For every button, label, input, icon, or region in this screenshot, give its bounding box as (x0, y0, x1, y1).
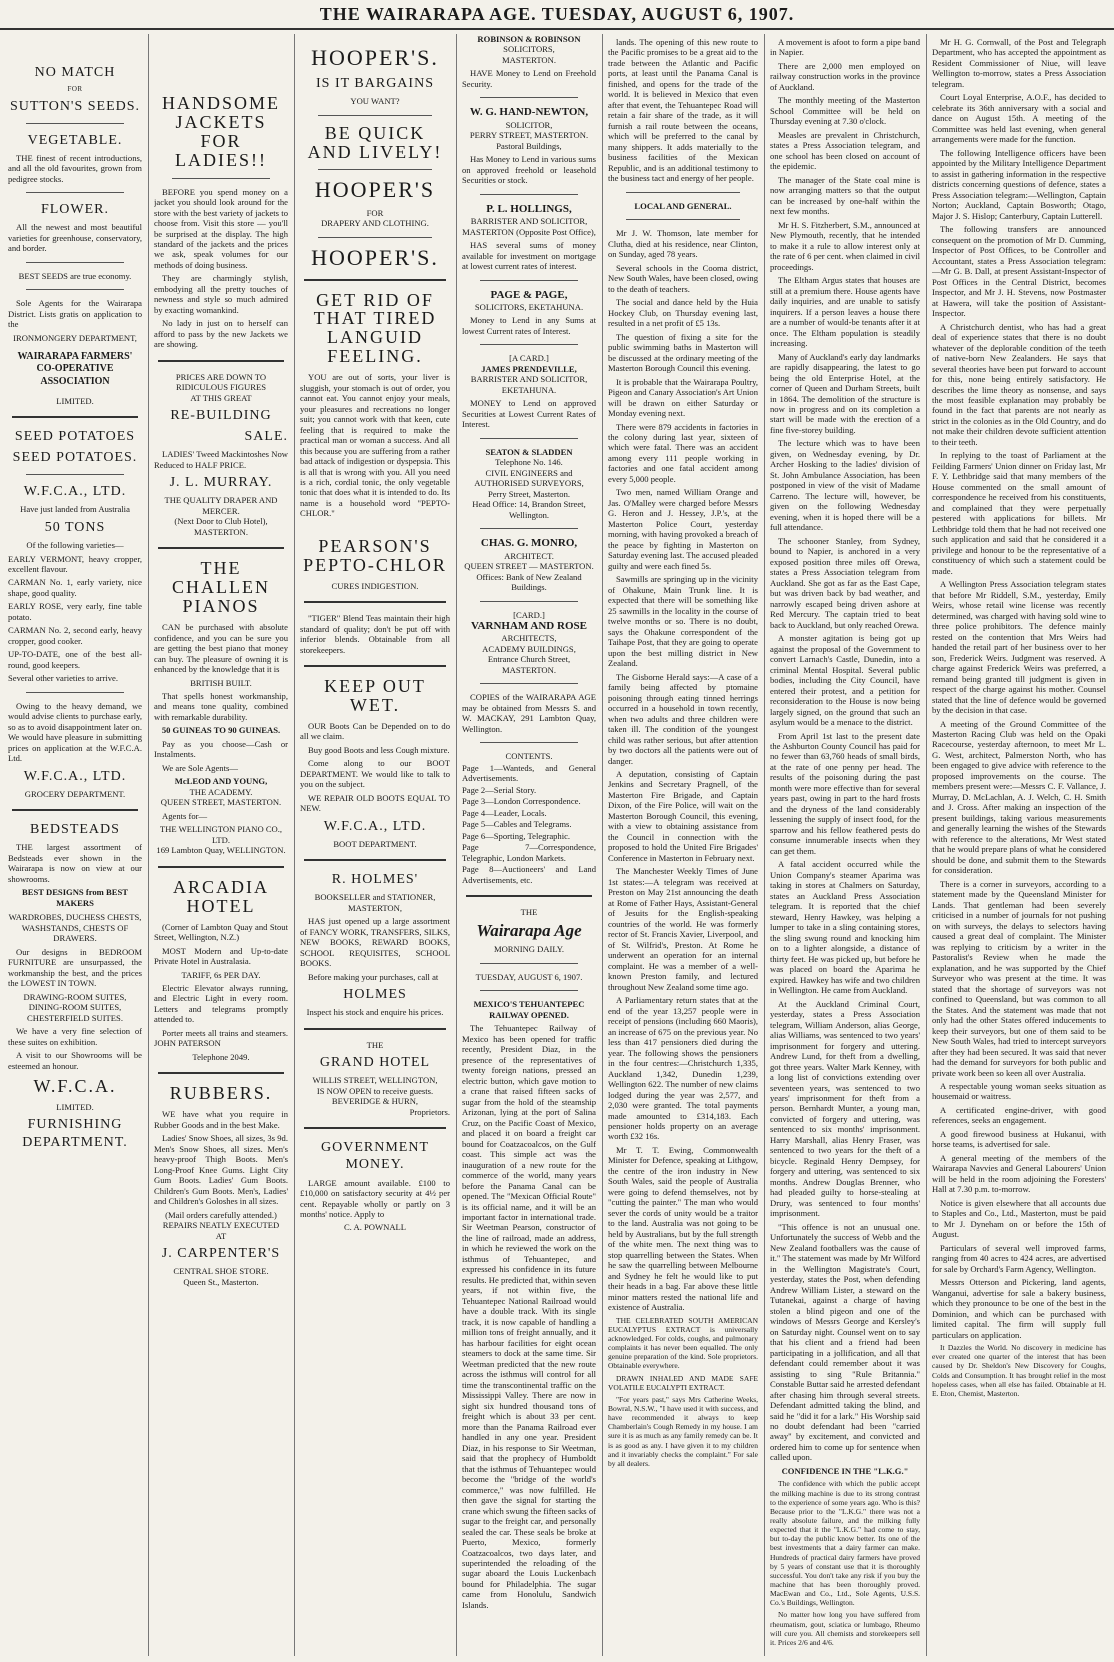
be-quick: BE QUICK AND LIVELY! (307, 122, 443, 162)
next-door: (Next Door to Club Hotel), MASTERTON. (174, 516, 268, 537)
head-office: Head Office: 14, Brandon Street, Wellington. (472, 499, 586, 520)
local-item: "For years past," says Mrs Catherine Weeks, Bowral, N.S.W., "I have used it with success, and have recommended it always to keep Chamberlain's Cough Remedy in my house. I am sure it is as much as any family remedy can be. It is as good as any. I have given it to my children and it invariably checks the complaint." For sale by all dealers. (608, 1394, 758, 1468)
a-card: [A CARD.] (509, 353, 549, 364)
seaton-sladden: SEATON & SLADDEN (485, 446, 573, 457)
drapery: DRAPERY AND CLOTHING. (321, 218, 429, 229)
holmes-2: HOLMES (343, 987, 407, 1003)
news-item: The manager of the State coal mine is now arranging matters so that the output can be increased by one-half within the next few months. (770, 174, 920, 217)
offices: Offices: Bank of New Zealand Buildings. (476, 571, 582, 593)
willis-street: WILLIS STREET, WELLINGTON, (312, 1075, 438, 1086)
local-item: Sawmills are springing up in the vicinity of Ohakune, Main Trunk line. It is expected that there will be something like 25 sawmills in the locality in the course of twelve months or so. There is no doubt, says the Ohakune correspondent of the Taihape Post, that they are going to operate upon the best milling district in New Zealand. (608, 574, 758, 669)
limited: LIMITED. (56, 395, 94, 406)
has-several: HAS several sums of money available for investment on mortgage at lowest current rates of interest. (462, 240, 596, 272)
carpenter: J. CARPENTER'S (161, 1246, 281, 1262)
repair-text: WE REPAIR OLD BOOTS EQUAL TO NEW. (300, 792, 450, 814)
hollings: P. L. HOLLINGS, (486, 202, 572, 215)
column-6 (770, 34, 920, 1656)
wfca-ltd-3: W.F.C.A., LTD. (323, 818, 427, 834)
get-rid: GET RID OF THAT TIRED LANGUID FEELING. (313, 289, 437, 367)
news-item: The following transfers are announced consequent on the promotion of Mr D. Cumming, Inspector of Post Offices, to be Controller and Accountant, states a Press Association telegram:—Mr G. B. Dall, at present Assistant-Inspector of Post Offices in the Central District, becomes Inspector, and Mr J. H. Stevens, now Postmaster at Hawera, will take the position of Assistant-Inspector. (932, 224, 1106, 319)
local-item: Mr T. T. Ewing, Commonwealth Minister for Defence, speaking at Lithgow, the centre of the iron industry in New South Wales, said the people of Australia were going to defend themselves, not by "cutting the painter." The man who would sever the cords of unity would be a traitor to the land. Australia was not going to be held by Australians, but by the full strength of the white men. The next thing was to stop quarrelling between the States. When he saw the quarrelling between Melbourne and Sydney he felt he would like to put their heads in a bag. Far above these little minor matters rested the national life and existence of Australia. (608, 1144, 758, 1313)
govt-money: GOVERNMENT MONEY. (321, 1140, 429, 1173)
ridiculous: RIDICULOUS FIGURES (175, 382, 266, 393)
keep-out-wet: KEEP OUT WET. (324, 676, 426, 716)
wardrobes: WARDROBES, DUCHESS CHESTS, WASHSTANDS, CHESTS OF DRAWERS. (8, 912, 142, 944)
queen-st: Queen St., Masterton. (183, 1276, 259, 1287)
proprietors: Proprietors. (409, 1106, 450, 1117)
page-and-page: PAGE & PAGE, (490, 288, 568, 301)
academy: THE ACADEMY. (189, 786, 253, 797)
queen-street: QUEEN STREET, MASTERTON. (160, 797, 282, 808)
news-item: A monster agitation is being got up against the proposal of the Government to convert Larnach's Castle, Dunedin, into a criminal Mental Hospital. Several public bodies, including the City Council, have entered their protest, and a petition for reconsideration to the House is now being largely signed, on the ground that such an asylum would be a menace to the district. (770, 633, 920, 728)
solicitors: SOLICITORS, (503, 44, 555, 55)
masthead: THE WAIRARAPA AGE. TUESDAY, AUGUST 6, 1907. (0, 0, 1114, 30)
has-just: HAS just opened up a large assortment of FANCY WORK, TRANSFERS, SILKS, NEW BOOKS, REWARD BOOKS, SCHOOL REQUISITES, SCHOOL BOOKS. (300, 916, 450, 969)
news-item: No matter how long you have suffered from rheumatism, gout, sciatica or lumbago, Rheumo will cure you. All chemists and storekeepers sell it. Prices 2/6 and 4/6. (770, 1610, 920, 1647)
confidence-heading: CONFIDENCE IN THE "L.K.G." (781, 1465, 909, 1476)
bargains: IS IT BARGAINS (316, 76, 434, 92)
just-landed: Have just landed from Australia (20, 504, 130, 515)
academy-bldg: ACADEMY BUILDINGS, (482, 643, 576, 654)
at-this: AT THIS GREAT (190, 392, 252, 403)
news-item: The schooner Stanley, from Sydney, bound to Napier, is anchored in a very exposed position three miles off Orewa, states a Press Association telegram from Auckland. She got as far as the East Cape, but was driven back by bad weather, and narrowly escaped being driven ashore at Red Mercury. The captain tried to beat back to Auckland, but only reached Orewa. (770, 535, 920, 630)
contents-item: Page 5—Cables and Telegrams. (462, 819, 572, 830)
wfca-ltd: W.F.C.A., LTD. (23, 484, 127, 500)
sole-agents: We are Sole Agents— (162, 762, 238, 773)
challen-text: CAN be purchased with absolute confidence, and you can be sure you are getting the best piano that money can buy. The pleasure of owning it is enhanced by the knowledge that it is (154, 622, 288, 675)
queen-4: QUEEN STREET — MASTERTON. (464, 561, 594, 572)
issue-date: TUESDAY, AUGUST 6, 1907. (475, 971, 583, 982)
perry-street: PERRY STREET, MASTERTON. Pastoral Buildings, (469, 130, 589, 151)
arcadia-corner: (Corner of Lambton Quay and Stout Street, Wellington, N.Z.) (154, 921, 288, 943)
shoe-store: CENTRAL SHOE STORE. (173, 1266, 269, 1277)
news-item: A good firewood business at Hukanui, with horse teams, is advertised for sale. (932, 1128, 1106, 1150)
local-item: DRAWN INHALED AND MADE SAFE VOLATILE EUCALYPTI EXTRACT. (608, 1373, 758, 1392)
handsome-jackets: HANDSOME JACKETS FOR LADIES!! (161, 93, 280, 170)
pownall: C. A. POWNALL (343, 1222, 407, 1233)
flower-heading: FLOWER. (40, 202, 110, 218)
news-item: A meeting of the Ground Committee of the Masterton Racing Club was held on the Opaki Racecourse, yesterday afternoon, to meet Mr L. G. West, architect, Palmerston North, who has been engaged to give advice with reference to the proposed improvements on the course. The members present were:—Messrs C. F. Vallance, J. Murray, D. McLachlan, A. J. Welch, C. H. Smith and J. Cross. After making an inspection of the present buildings, taking various measurements and generally learning the wishes of the Stewards with reference to the alterations, Mr West stated that he would prepare plans of what he considered should be done, and submit them to the Stewards for consideration. (932, 718, 1106, 876)
british-built: BRITISH BUILT. (190, 677, 252, 688)
lambton: 169 Lambton Quay, WELLINGTON. (156, 845, 286, 856)
seaton-tel: Telephone No. 146. (495, 457, 563, 468)
prices-down: PRICES ARE DOWN TO (175, 371, 267, 382)
news-item: A movement is afoot to form a pipe band in Napier. (770, 37, 920, 58)
contents-list (462, 763, 596, 885)
electric: Electric Elevator always running, and Electric Light in every room. Letters and telegrams promptly attended to. (154, 982, 288, 1025)
news-item: The confidence with which the public accept the milking machine is due to its strong contrast to the experience of some years ago. Who is this? Because prior to the "L.K.G." there was not a really absolute failure, and the milking fully expected that it the "L.K.G." had come to stay, but to-day the public know better. Its one of the best investments that a dairy farmer can make. Hundreds of practical dairy farmers have proved by 5 years of constant use that it is thoroughly successful. You don't take any risk if you buy the machine that has been thoroughly proved. MacEwan and Co., Ltd., Sole Agents, U.S.S. Co.'s Buildings, Wellington. (770, 1479, 920, 1608)
local-general-heading: LOCAL AND GENERAL. (634, 200, 732, 211)
article-headline: MEXICO'S TEHUANTEPEC RAILWAY OPENED. (473, 999, 585, 1020)
opposite: MASTERTON (Opposite Post Office), (462, 226, 596, 237)
mcleod: McLEOD AND YOUNG, (174, 776, 268, 787)
news-item: There are 2,000 men employed on railway construction works in the province of Auckland. (770, 60, 920, 92)
variety-1: EARLY VERMONT, heavy cropper, excellent flavour. (8, 553, 142, 574)
masterton: MASTERTON, (348, 902, 402, 913)
robinson: ROBINSON & ROBINSON (477, 34, 581, 44)
grand-hotel: GRAND HOTEL (319, 1055, 431, 1071)
contents-item: Page 8—Auctioneers' and Land Advertisements, etc. (462, 864, 596, 885)
contents-item: Page 7—Correspondence, Telegraphic, London Markets. (462, 842, 596, 863)
cures: CURES INDIGESTION. (331, 580, 419, 591)
bedsteads-text: THE largest assortment of Bedsteads ever shown in the Wairarapa is now on view at our showrooms. (8, 842, 142, 884)
contents-item: Page 4—Leader, Locals. (462, 807, 547, 818)
you-want: YOU WANT? (350, 96, 400, 107)
rubbers-text: WE have what you require in Rubber Goods and in the best Make. (154, 1109, 288, 1130)
varnham-rose: VARNHAM AND ROSE (471, 620, 587, 633)
demand-text: Owing to the heavy demand, we would advise clients to purchase early, so as to avoid disappointment later on. We would have pleasure in submitting prices on application at the W.F.C.A. Ltd. (8, 700, 142, 764)
repairs: REPAIRS NEATLY EXECUTED (162, 1220, 280, 1231)
news-item: In replying to the toast of Parliament at the Feilding Farmers' Union dinner on Friday last, Mr F. Y. Lethbridge said that many members of the House commented on the small amount of correspondence he received from his constituents, and complained that they were perpetually pestered with applications for billets. Mr Lethbridge told them that he had not received one such application and said that he considered it a privilege and honour to be the representative of a constituency of which such a statement could be made. (932, 450, 1106, 576)
has-money: Has Money to Lend in various sums on approved freehold or leasehold Securities or stock. (462, 154, 596, 186)
mail-orders: (Mail orders carefully attended.) (165, 1209, 277, 1220)
pearsons: PEARSON'S PEPTO-CHLOR (303, 535, 447, 575)
porter: Porter meets all trains and steamers. JOHN PATERSON (154, 1027, 288, 1049)
paper-name: Wairarapa Age (476, 920, 582, 940)
local-item: A deputation, consisting of Captain Jenkins and Secretary Pragnell, of the Masterton Fire Brigade, and Captain Dixon, of the Fire Police, will wait on the Masterton Borough Council, this evening, with a view to obtaining assistance from the Council in connection with the proposed to hold the United Fire Brigades' Conference in Masterton in February next. (608, 769, 758, 863)
wfca-block: WAIRARAPA FARMERS' CO-OPERATIVE ASSOCIATION (17, 351, 133, 387)
variety-6: Several other varieties to arrive. (8, 673, 118, 684)
rubbers: RUBBERS. (169, 1083, 273, 1104)
news-item: Notice is given elsewhere that all accounts due to Staples and Co., Ltd., Masterton, must be paid to Mr J. Dyneham on or before the 15th of August. (932, 1197, 1106, 1240)
pay-text: Pay as you choose—Cash or Instalments. (154, 738, 288, 760)
designs-text: Our designs in BEDROOM FURNITURE are unsurpassed, the workmanship the best, and the prices the LOWEST IN TOWN. (8, 946, 142, 989)
ironmongery: IRONMONGERY DEPARTMENT, (13, 332, 137, 343)
boot-dept: BOOT DEPARTMENT. (333, 838, 417, 849)
perfect-text: That spells honest workmanship, and means tone quality, combined with remarkable durability. (154, 691, 288, 722)
architects: ARCHITECTS, (501, 633, 557, 644)
murray: J. L. MURRAY. (169, 475, 273, 491)
most-modern: MOST Modern and Up-to-date Private Hotel in Australasia. (154, 945, 288, 967)
news-item: The monthly meeting of the Masterton School Committee will be held on Thursday evening at 7.30 o'clock. (770, 95, 920, 127)
contents-item: Page 2—Serial Story. (462, 784, 537, 795)
column-4 (462, 34, 596, 1656)
varieties: Of the following varieties— (26, 540, 124, 551)
hand-newton: W. G. HAND-NEWTON, (469, 106, 589, 119)
barrister: BARRISTER AND SOLICITOR, (470, 216, 588, 227)
local-item: THE CELEBRATED SOUTH AMERICAN EUCALYPTUS EXTRACT is universally acknowledged. For colds, coughs, and pulmonary complaints it has never been equalled. The only genuine preparation of the kind. Sole proprietors. Obtainable everywhere. (608, 1315, 758, 1371)
local-item: The social and dance held by the Huia Hockey Club, on Thursday evening last, resulted in a net profit of £5 13s. (608, 297, 758, 329)
local-item: Two men, named William Orange and Jas. O'Malley were charged before Messrs G. Heron and J. Hessey, J.P.'s, at the Masterton Police Court, yesterday morning, with having provoked a breach of the peace by fighting in Masterton on Saturday evening last. The accused pleaded guilty and were each fined 5s. (608, 487, 758, 571)
suttons-heading: SUTTON'S SEEDS. (9, 98, 141, 114)
for-label-2: FOR (366, 207, 384, 218)
news-item: A fatal accident occurred while the Union Company's steamer Aparima was taking in stores at Chalmers on Saturday, states an Auckland Press Association telegram. It is reported that the chief steward, Henry Hawkey, was helping a lumper to take in a sling containing stores, the sling swung round and knocking him on to a lighter alongside, a distance of thirty feet. He was picked up, but before he was placed on board the Aparima he expired. Hawkey has wife and two children in Wellington. He came from Auckland. (770, 859, 920, 996)
news-item: Particulars of several well improved farms, ranging from 40 acres to 424 acres, are advertised for sale by Orchard's Farm Agency, Wellington. (932, 1242, 1106, 1274)
bookseller: BOOKSELLER and STATIONER, (314, 892, 436, 903)
variety-3: EARLY ROSE, very early, fine table potato. (8, 601, 142, 622)
variety-5: UP-TO-DATE, one of the best all-round, good keepers. (8, 649, 142, 670)
local-item: Several schools in the Cooma district, New South Wales, have been closed, owing to the death of teachers. (608, 262, 758, 294)
news-item: Mr H. S. Fitzherbert, S.M., announced at New Plymouth, recently, that he intended to make it a rule to allow interest only at the rate of 6 per cent. when claimed in civil proceedings. (770, 219, 920, 272)
article-continued: lands. The opening of this new route to the Pacific promises to be a great aid to the trade between the Atlantic and Pacific ports, at least until the Panama Canal is finished, and opens for the trade of the world. It is believed in Mexico that even after that event, the Tehuantepec Road will retain a fair share of the trade, as it will furnish a rail route between the oceans, which will be preferred to the canal by many shippers. It adds materially to the business facilities of the Mexican Republic, and is an additional testimony to the business tact and energy of her people. (608, 37, 758, 184)
buy-text: Buy good Boots and less Cough mixture. (308, 744, 450, 755)
vegetable-text: THE finest of recent introductions, and all the old favourites, grown from pedigree stocks. (8, 152, 142, 184)
before-making: Before making your purchases, call at (308, 971, 439, 982)
rebuilding: RE-BUILDING (170, 408, 272, 424)
money-lend: Money to Lend in any Sums at lowest Current rates of Interest. (462, 315, 596, 336)
ladies-tweed: LADIES' Tweed Mackintoshes Now Reduced to HALF PRICE. (154, 449, 288, 470)
local-item: The Gisborne Herald says:—A case of a family being affected by ptomaine poisoning through eating tinned herrings occurred in a household in town recently, when two adults and three children were taken ill. The condition of the youngest child was rather serious, but after attention by two doctors all the patients were out of danger. (608, 671, 758, 766)
have-money: HAVE Money to Lend on Freehold Security. (462, 68, 596, 89)
come-along: Come along to our BOOT DEPARTMENT. We would like to talk to you on the subject. (300, 758, 450, 790)
sale: SALE. (244, 429, 288, 445)
hoopers-2: HOOPER'S (314, 177, 436, 203)
news-item: The Eltham Argus states that houses are still at a premium there. House agents have daily inquiries, and are unable to satisfy inquirers. If a person leaves a house there are a number of would-be tenants after it at once. The Eltham population is steadily increasing. (770, 275, 920, 349)
limited-2: LIMITED. (56, 1101, 94, 1112)
local-item: There were 879 accidents in factories in the colony during last year, sixteen of which were fatal. There was an accident among every 111 people working in factories and one fatal accident among every 5,000 people. (608, 421, 758, 484)
contents-item: Page 3—London Correspondence. (462, 796, 581, 807)
flower-text: All the newest and most beautiful varieties for greenhouse, conservatory, and border. (8, 222, 142, 254)
card-2: [CARD.] (513, 609, 545, 620)
our-boots: OUR Boots Can be Depended on to do all we claim. (300, 720, 450, 742)
shoes-list: Ladies' Snow Shoes, all sizes, 3s 9d. Men's Snow Shoes, all sizes. Men's heavy-proof Thigh Boots. Men's Long-Proof Knee Gums. Light City Gum Boots. Ladies' Gum Boots. Children's Gum Boots. Men's, Ladies' and Children's Goloshes in all sizes. (154, 1133, 288, 1207)
local-item: Mr J. W. Thomson, late member for Clutha, died at his residence, near Clinton, on Sunday, aged 78 years. (608, 228, 758, 260)
wfca-big: W.F.C.A. (33, 1076, 117, 1097)
contents-item: Page 1—Wanteds, and General Advertisements. (462, 762, 596, 784)
vegetable-heading: VEGETABLE. (27, 132, 123, 148)
barrister-2: BARRISTER AND SOLICITOR, (470, 374, 588, 385)
entrance: Entrance Church Street, MASTERTON. (487, 654, 571, 675)
morning-daily: MORNING DAILY. (493, 944, 565, 955)
charming-text: They are charmingly stylish, embodying all the pretty touches of newness and style so much admired by exacting womankind. (154, 273, 288, 315)
news-item: Messrs Otterson and Pickering, land agents, Wanganui, advertise for sale a bakery business, which they pronounce to be one of the best in the Dominion, and which can be purchased with limited capital. The firm will supply full particulars on application. (932, 1277, 1106, 1340)
drawing-room: DRAWING-ROOM SUITES, DINING-ROOM SUITES, CHESTERFIELD SUITES. (23, 991, 127, 1023)
visit-text: A visit to our Showrooms will be esteemed an honour. (8, 1050, 142, 1071)
news-item: Many of Auckland's early day landmarks are rapidly disappearing, the latest to go being the old Enterprise Hotel, at the corner of Queen and Durham Streets, built in 1864. The demolition of the structure is now in progress and on its completion a start will be made with the erection of a fine five-storey building. (770, 351, 920, 435)
news-item: At the Auckland Criminal Court, yesterday, states a Press Association telegram, William Anderson, alias George, alias Williams, was sentenced to two years' imprisonment for forgery and uttering. Andrew Lund, for theft from a dwelling, got three years. Walter Mark Kenney, with a long list of convictions extending over seventeen years, was sentenced to two years' imprisonment for theft from a person. Bernhardt Munter, a young man, convicted of forgery and uttering, was sentenced to six months' imprisonment. Harry Marshall, alias Henry Fraser, was sentenced to two years for the theft of a bicycle. Reginald Henry Dempsey, for forgery and uttering, was sentenced to six months. Andrew Douglas Brenner, who had pleaded guilty to horse-stealing at Drury, was sentenced to four months' imprisonment. (770, 998, 920, 1219)
guineas: 50 GUINEAS TO 90 GUINEAS. (161, 725, 281, 736)
news-item: A Christchurch dentist, who has had a great deal of experience states that there is no doubt whatever of the deplorable condition of the teeth of native-born New Zealanders. He says that several theories have been put forward to account for this, none being entirely satisfactory. He describes the lime theory as nonsense, and says the most feasible explanation may probably be found in the fact that parents are not nearly as strict in the colonies as in the Old Country, and do not make their children devote sufficient attention to their teeth. (932, 321, 1106, 447)
copies: COPIES of the WAIRARAPA AGE may be obtained from Messrs S. and W. MACKAY, 291 Lambton Quay, Wellington. (462, 692, 596, 734)
beveridge: BEVERIDGE & HURN, (331, 1096, 419, 1107)
column-7 (932, 34, 1106, 1656)
news-item: "This offence is not an unusual one. Unfortunately the success of Webb and the New Zealand footballers was the cause of it." The statement was made by Mr Wilford in the Wellington Magistrate's Court, yesterday, states the Post, when defending Andrew William Lister, a steward on the Tutanekai, against a charge of having stolen a blind pigeon and one of the windows of Messrs George and Kersley's on Saturday night. Counsel went on to say that his client and a friend had been participating in a jollification, and all that defendant could remember about it was assisting to sing "Rule Britannia." Constable Buttar said he arrested defendant after chasing him through several streets. Defendant admitted taking the blind, and said he "did it for a lark." His Worship said no doubt defendant had been "carried away" by excitement, and convicted and ordered him to come up for sentence when called upon. (770, 1221, 920, 1463)
news-item: From April 1st last to the present date the Ashburton County Council has paid for no fewer than 63,760 heads of small birds, at the rate of one penny per head. The results of the poisoning during the past month were more effective than for several years past, owing in part to the hard frosts and the dryness of the land considerably lessening the supply of insect food, for the sparrow and his fellow feathered pests do consume innumerable insects when they can get them. (770, 730, 920, 856)
column-5 (608, 34, 758, 1656)
large-amount: LARGE amount available. £100 to £10,000 on satisfactory security at 4½ per cent. Repayable wholly or partly on 3 months' notice. Apply to (300, 1177, 450, 1219)
best-designs: BEST DESIGNS from BEST MAKERS (22, 887, 128, 908)
local-item: The Manchester Weekly Times of June 1st states:—A telegram was received at Preston on May 21st announcing the death at Rome of Father Hays, Assistant-General of Jesuits for the English-speaking countries of the world. He was formerly rector of St. Francis Xavier, Liverpool, and of St. Wilfrid's, Preston. At Rome he underwent an operation for an internal complaint. He was a member of a well-known Preston family, and lectured throughout New Zealand some time ago. (608, 866, 758, 992)
news-item: A general meeting of the members of the Wairarapa Navvies and General Labourers' Union will be held in the room adjoining the Foresters' Hall at 7.30 p.m. to-morrow. (932, 1152, 1106, 1195)
no-match-heading: NO MATCH (34, 65, 116, 80)
inspect: Inspect his stock and enquire his prices. (306, 1007, 444, 1018)
column-2 (154, 34, 288, 1656)
agents-text: Sole Agents for the Wairarapa District. Lists gratis on application to the (8, 298, 142, 330)
the-label: THE (366, 1039, 384, 1050)
masterton-4: MASTERTON. (502, 54, 556, 65)
seed-potatoes: SEED POTATOES (14, 429, 136, 445)
you-are-text: YOU are out of sorts, your liver is sluggish, your stomach is out of order, you cannot eat. You cannot enjoy your meals, your pleasures and recreations no longer suit; you cannot work with that keen, cute feeling that is required to make the practical man or woman a success. And all this because you are suffering from a rather bad attack of indigestion or dyspepsia. This is all that is wrong with you. All you need is a rich, cordial tonic, the only vegetable tonic that does what it is intended to do. Its name is a household word "PEPTO-CHLOR." (300, 372, 450, 519)
solicitors-eketahuna: SOLICITORS, EKETAHUNA. (474, 301, 584, 312)
news-item: There is a corner in surveyors, according to a statement made by the Queensland Minister for Lands. That gentleman had been severely criticised in a number of journals for not pushing on with surveys, the delays to selectors having caused a great deal of complaint. The Minister was replying to criticism by a writer in the Pastoralist's Review when he made the explanation, and he was supported by the Chief Surveyor who was present at the time. It was stated that the shortage of surveyors was not confined to Queensland, but was common to all the States. And the statement was made that not only had the other States offered inducements to keep their surveyors, but one of them said to be New South Wales, had tried to intercept surveyors after they had been secured. It was said that never had the demand for surveyors for both public and private work been so keen all over Australia. (932, 878, 1106, 1078)
contents-item: Page 6—Sporting, Telegraphic. (462, 830, 571, 841)
news-item: The following Intelligence officers have been appointed by the Military Intelligence Department to assist in gathering information in the respective districts concerning questions of defence, states a Press Association telegram:—Wellington, Captain Norton; Auckland, Captain Bosworth; Otago, Major J. S. Hislop; Canterbury, Captain Lutterell. (932, 147, 1106, 221)
news-item: Mr H. G. Cornwall, of the Post and Telegraph Department, who has accepted the appointment as Resident Commissioner of Niue, will leave Wellington to-morrow, states a Press Association telegram. (932, 37, 1106, 89)
column-1 (8, 34, 142, 1656)
challen-pianos: THE CHALLEN PIANOS (172, 558, 270, 617)
news-item: It Dazzles the World. No discovery in medicine has ever created one quarter of the interest that has been caused by Dr. Sheldon's New Discovery for Coughs, Colds and Consumption. It has brought relief in the most hopeless cases, when all else has failed. Obtainable at H. E. Eton, Chemist, Masterton. (932, 1343, 1106, 1398)
news-item: A respectable young woman seeks situation as housemaid or waitress. (932, 1080, 1106, 1102)
hoopers-3: HOOPER'S. (311, 244, 439, 270)
grocery-dept: GROCERY DEPARTMENT. (24, 788, 126, 799)
local-item: A Parliamentary return states that at the end of the year 13,257 people were in receipt of pensions (including 660 Maoris), an increase of 675 on the previous year. No less than 417 pensioners died during the year. The following shows the pensioners in the four centres:—Christchurch 1,335, Auckland 1,342, Dunedin 1,239, Wellington 622. The number of new claims lodged during the year was 2,577, and 2,030 were granted. The total payments made amounted to £314,183. Each pensioner holds property on an average worth £32 16s. (608, 995, 758, 1142)
agents-for: Agents for— (162, 810, 208, 821)
news-item: The lecture which was to have been given, on Wednesday evening, by Dr. Archer Hosking to the ladies' division of St. John Ambulance Association, has been postponed in view of the visit of Madame Carreno. The lecture will, however, be given on the following Wednesday evening, when it is hoped there will be a full attendance. (770, 438, 920, 533)
variety-4: CARMAN No. 2, second early, heavy cropper, good cooker. (8, 625, 142, 646)
seed-potatoes-2: SEED POTATOES. (12, 450, 138, 466)
arcadia-hotel: ARCADIA HOTEL (172, 876, 269, 916)
for-label: FOR (67, 85, 83, 94)
bedsteads-heading: BEDSTEADS (30, 822, 120, 838)
news-item: A Wellington Press Association telegram states that before Mr Riddell, S.M., yesterday, Emily Weirs, whose retail wine license was recently determined, was charged with having sold wine to three police prohibitors. The defence mainly rested on the contention that Mrs Weirs had handed the retail part of her business over to her son, Frederick Weirs. Judgment was reserved. A charge against Frederick Weirs was preferred, a remand being granted till judgment is given in respect of the charge against his mother. Counsel stated that the line of defence would be governed by the decision in that case. (932, 579, 1106, 716)
wellington-piano: THE WELLINGTON PIANO CO., LTD. (159, 824, 283, 845)
local-item: It is probable that the Wairarapa Poultry, Pigeon and Canary Association's Art Union will be drawn on either Saturday or Monday evening next. (608, 376, 758, 419)
news-item: A certificated engine-driver, with good references, seeks an engagement. (932, 1104, 1106, 1126)
no-lady-text: No lady in just on to herself can afford to pass by the new Jackets we are showing. (154, 318, 288, 350)
money-approved: MONEY to Lend on approved Securities at Lowest Current Rates of Interest. (462, 398, 596, 430)
variety-2: CARMAN No. 1, early variety, nice shape, good quality. (8, 577, 142, 598)
eketahuna: EKETAHUNA. (501, 384, 557, 395)
solicitor: SOLICITOR, (505, 119, 553, 130)
local-item: The question of fixing a site for the public swimming baths in Masterton will be discussed at the ordinary meeting of the Masterton Borough Council this evening. (608, 331, 758, 374)
furnishing-dept: FURNISHING DEPARTMENT. (22, 1117, 128, 1150)
column-3 (300, 34, 450, 1656)
draper: THE QUALITY DRAPER AND MERCER. (164, 495, 278, 516)
contents-heading: CONTENTS. (505, 751, 553, 762)
hoopers-1: HOOPER'S. (311, 45, 439, 70)
telephone: Telephone 2049. (192, 1051, 250, 1062)
best-seeds: BEST SEEDS are true economy. (18, 270, 132, 281)
monro: CHAS. G. MONRO, (480, 537, 578, 550)
tariff: TARIFF, 6s PER DAY. (181, 969, 261, 980)
news-item: Measles are prevalent in Christchurch, states a Press Association telegram, and one school has been closed on account of the epidemic. (770, 129, 920, 172)
news-item: Court Loyal Enterprise, A.O.F., has decided to celebrate its 36th anniversary with a social and dance on August 15th. A meeting of the Committee was held last evening, when general arrangements were made for the function. (932, 92, 1106, 145)
perry-2: Perry Street, Masterton. (487, 488, 571, 499)
architect: ARCHITECT. (504, 550, 554, 561)
tons: 50 TONS (44, 519, 106, 535)
civil-engineers: CIVIL ENGINEERS and AUTHORISED SURVEYORS, (474, 467, 584, 489)
wfca-ltd-2: W.F.C.A., LTD. (23, 768, 127, 784)
paper-the: THE (520, 907, 538, 918)
at-label: AT (215, 1230, 227, 1241)
now-open: IS NOW OPEN to receive guests. (316, 1085, 434, 1096)
prendeville: JAMES PRENDEVILLE, (481, 363, 577, 374)
selection-text: We have a very fine selection of these suites on exhibition. (8, 1026, 142, 1047)
holmes: R. HOLMES' (331, 872, 419, 888)
tiger-text: "TIGER" Blend Teas maintain their high standard of quality; don't be put off with inferior blends. Obtainable from all storekeepers. (300, 613, 450, 655)
jackets-text: BEFORE you spend money on a jacket you should look around for the store with the best variety of jackets to choose from. Visit this store — you'll be surprised at the display. The high standard of the jackets and the prices we ask, speak volumes for our methods of doing business. (154, 186, 288, 270)
article-text: The Tehuantepec Railway of Mexico has been opened for traffic recently, President Diaz, in the presence of the representatives of twenty foreign nations, pressed an electric button, which gave motion to a crane that raised fifteen sacks of sugar from the hold of the steamship Arizonan, lying at the port of Salina Cruz, on the Pacific Coast of Mexico, and placed it on board a freight car bound for Coatzacoalcos, on the Gulf coast. This simple act was the inauguration of a new route for the commerce of the world, many years before the Panama Canal can be opened. The "Mexican Official Route" is its official name, and it will be an important factor in international trade. Sir Weetman Pearson, constructor of the line of railroad, made an address, in which he reviewed the work on the isthmus of Tehuantepec, and expressed his confidence in its future results. He predicted that, within seven years, if not within five, the Tehuantepec National Railroad would have a double track. With its single track, it is now capable of handling a million tons of freight annually, and it has harbour facilities for eight ocean steamers to dock at the same time. Sir Weetman predicted that the new route across the isthmus will control for all time the transcontinental traffic on the Mississippi Valley. There are now in sight six hundred thousand tons of freight which is about 33 per cent. more than the Panama Railroad ever handled in any one year. President Diaz, in his response to Sir Weetman, said that the prophecy of Humboldt that the isthmus of Tehuantepec would become the "bridge of the world's commerce," was now fulfilled. He then gave the signal for starting the crane which swung the fifteen sacks of sugar to the freight car, and personally sealed the car. These seals be broke at Puerto, Mexico, formerly Coatzacoalcos, two days later, and superintended the reloading of the sugar aboard the Louis Luckenbach bound for Philadelphia. The sugar came from Honolulu, Sandwich Islands. (462, 1023, 596, 1610)
